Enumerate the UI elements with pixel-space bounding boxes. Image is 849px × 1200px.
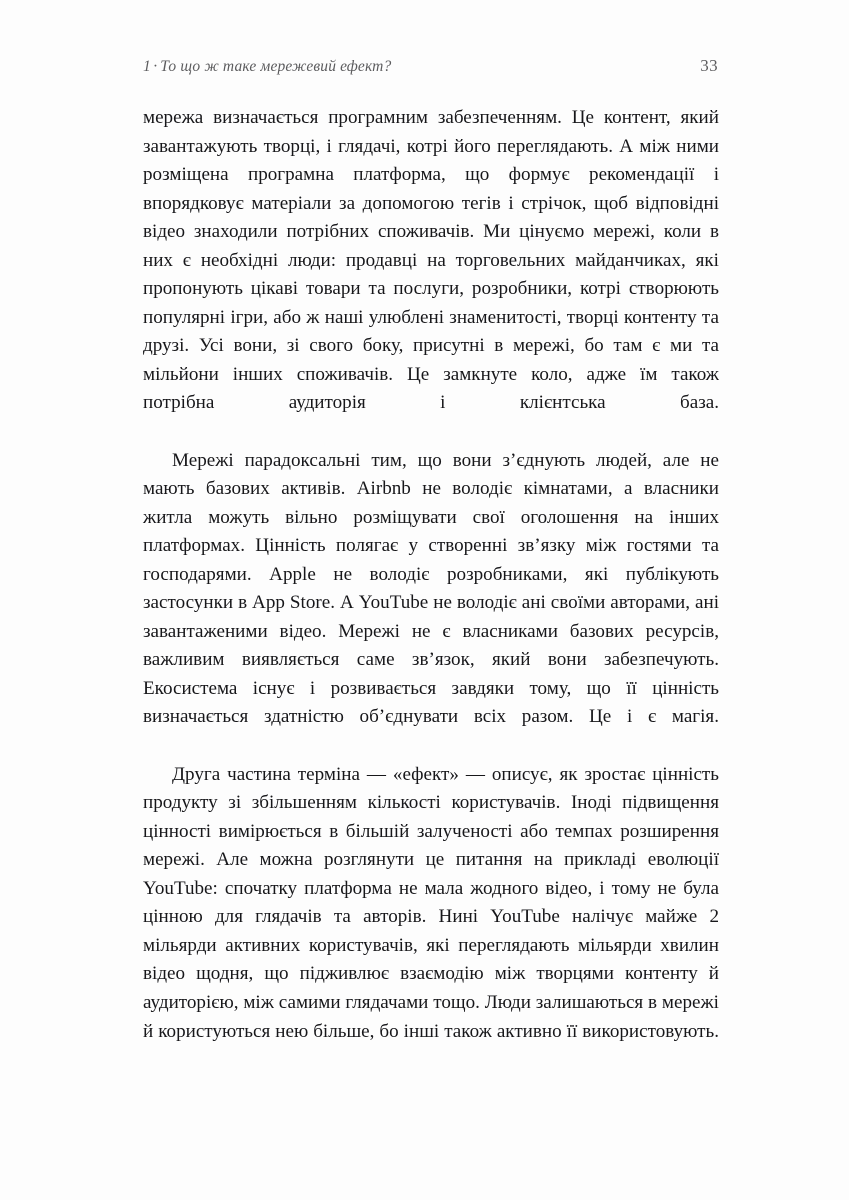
paragraph: Друга частина терміна — «ефект» — описує, як зростає цінність продукту зі збільшенням кількості користувачів. Іноді підвищення цінності вимірюється в більшій залученості або темпах розширення мережі. Але можна розглянути це питання на прикладі еволюції YouTube: спочатку платформа не мала жодного відео, і тому не була цінною для глядачів та авторів. Нині YouTube налічує майже 2 мільярди активних користувачів, які переглядають мільярди хвилин відео щодня, що підживлює взаємодію між творцями контенту й аудиторією, між самими глядачами тощо. Люди залишаються в мережі й користуються нею більше, бо інші також активно її використовують. <box>143 763 719 1042</box>
paragraph: мережа визначається програмним забезпеченням. Це контент, який завантажують творці, і глядачі, котрі його переглядають. А між ними розміщена програмна платформа, що формує рекомендації і впорядковує матеріали за допомогою тегів і стрічок, щоб відповідні відео знаходили потрібних споживачів. Ми цінуємо мережі, коли в них є необхідні люди: продавці на торговельних майданчиках, які пропонують цікаві товари та послуги, розробники, котрі створюють популярні ігри, або ж наші улюблені знаменитості, творці контенту та друзі. Усі вони, зі свого боку, присутні в мережі, бо там є ми та мільйони інших споживачів. Це замкнуте коло, адже їм також потрібна аудиторія і клієнтська база. <box>143 107 719 414</box>
body-text-block <box>143 104 719 1075</box>
page-number: 33 <box>700 56 718 75</box>
running-header-title <box>143 58 391 76</box>
running-header <box>143 56 718 80</box>
chapter-number: 1 <box>143 58 151 75</box>
chapter-title: То що ж таке мережевий ефект? <box>160 58 392 75</box>
header-separator: · <box>152 58 159 75</box>
paragraph: Мережі парадоксальні тим, що вони з’єднують людей, але не мають базових активів. Airbnb не володіє кімнатами, а власники житла можуть вільно розміщувати свої оголошення на інших платформах. Цінність полягає у створенні зв’язку між гостями та господарями. Apple не володіє розробниками, які публікують застосунки в App Store. А YouTube не володіє ані своїми авторами, ані завантаженими відео. Мережі не є власниками базових ресурсів, важливим виявляється саме зв’язок, який вони забезпечують. Екосистема існує і розвивається завдяки тому, що її цінність визначається здатністю об’єднувати всіх разом. Це і є магія. <box>143 449 719 728</box>
